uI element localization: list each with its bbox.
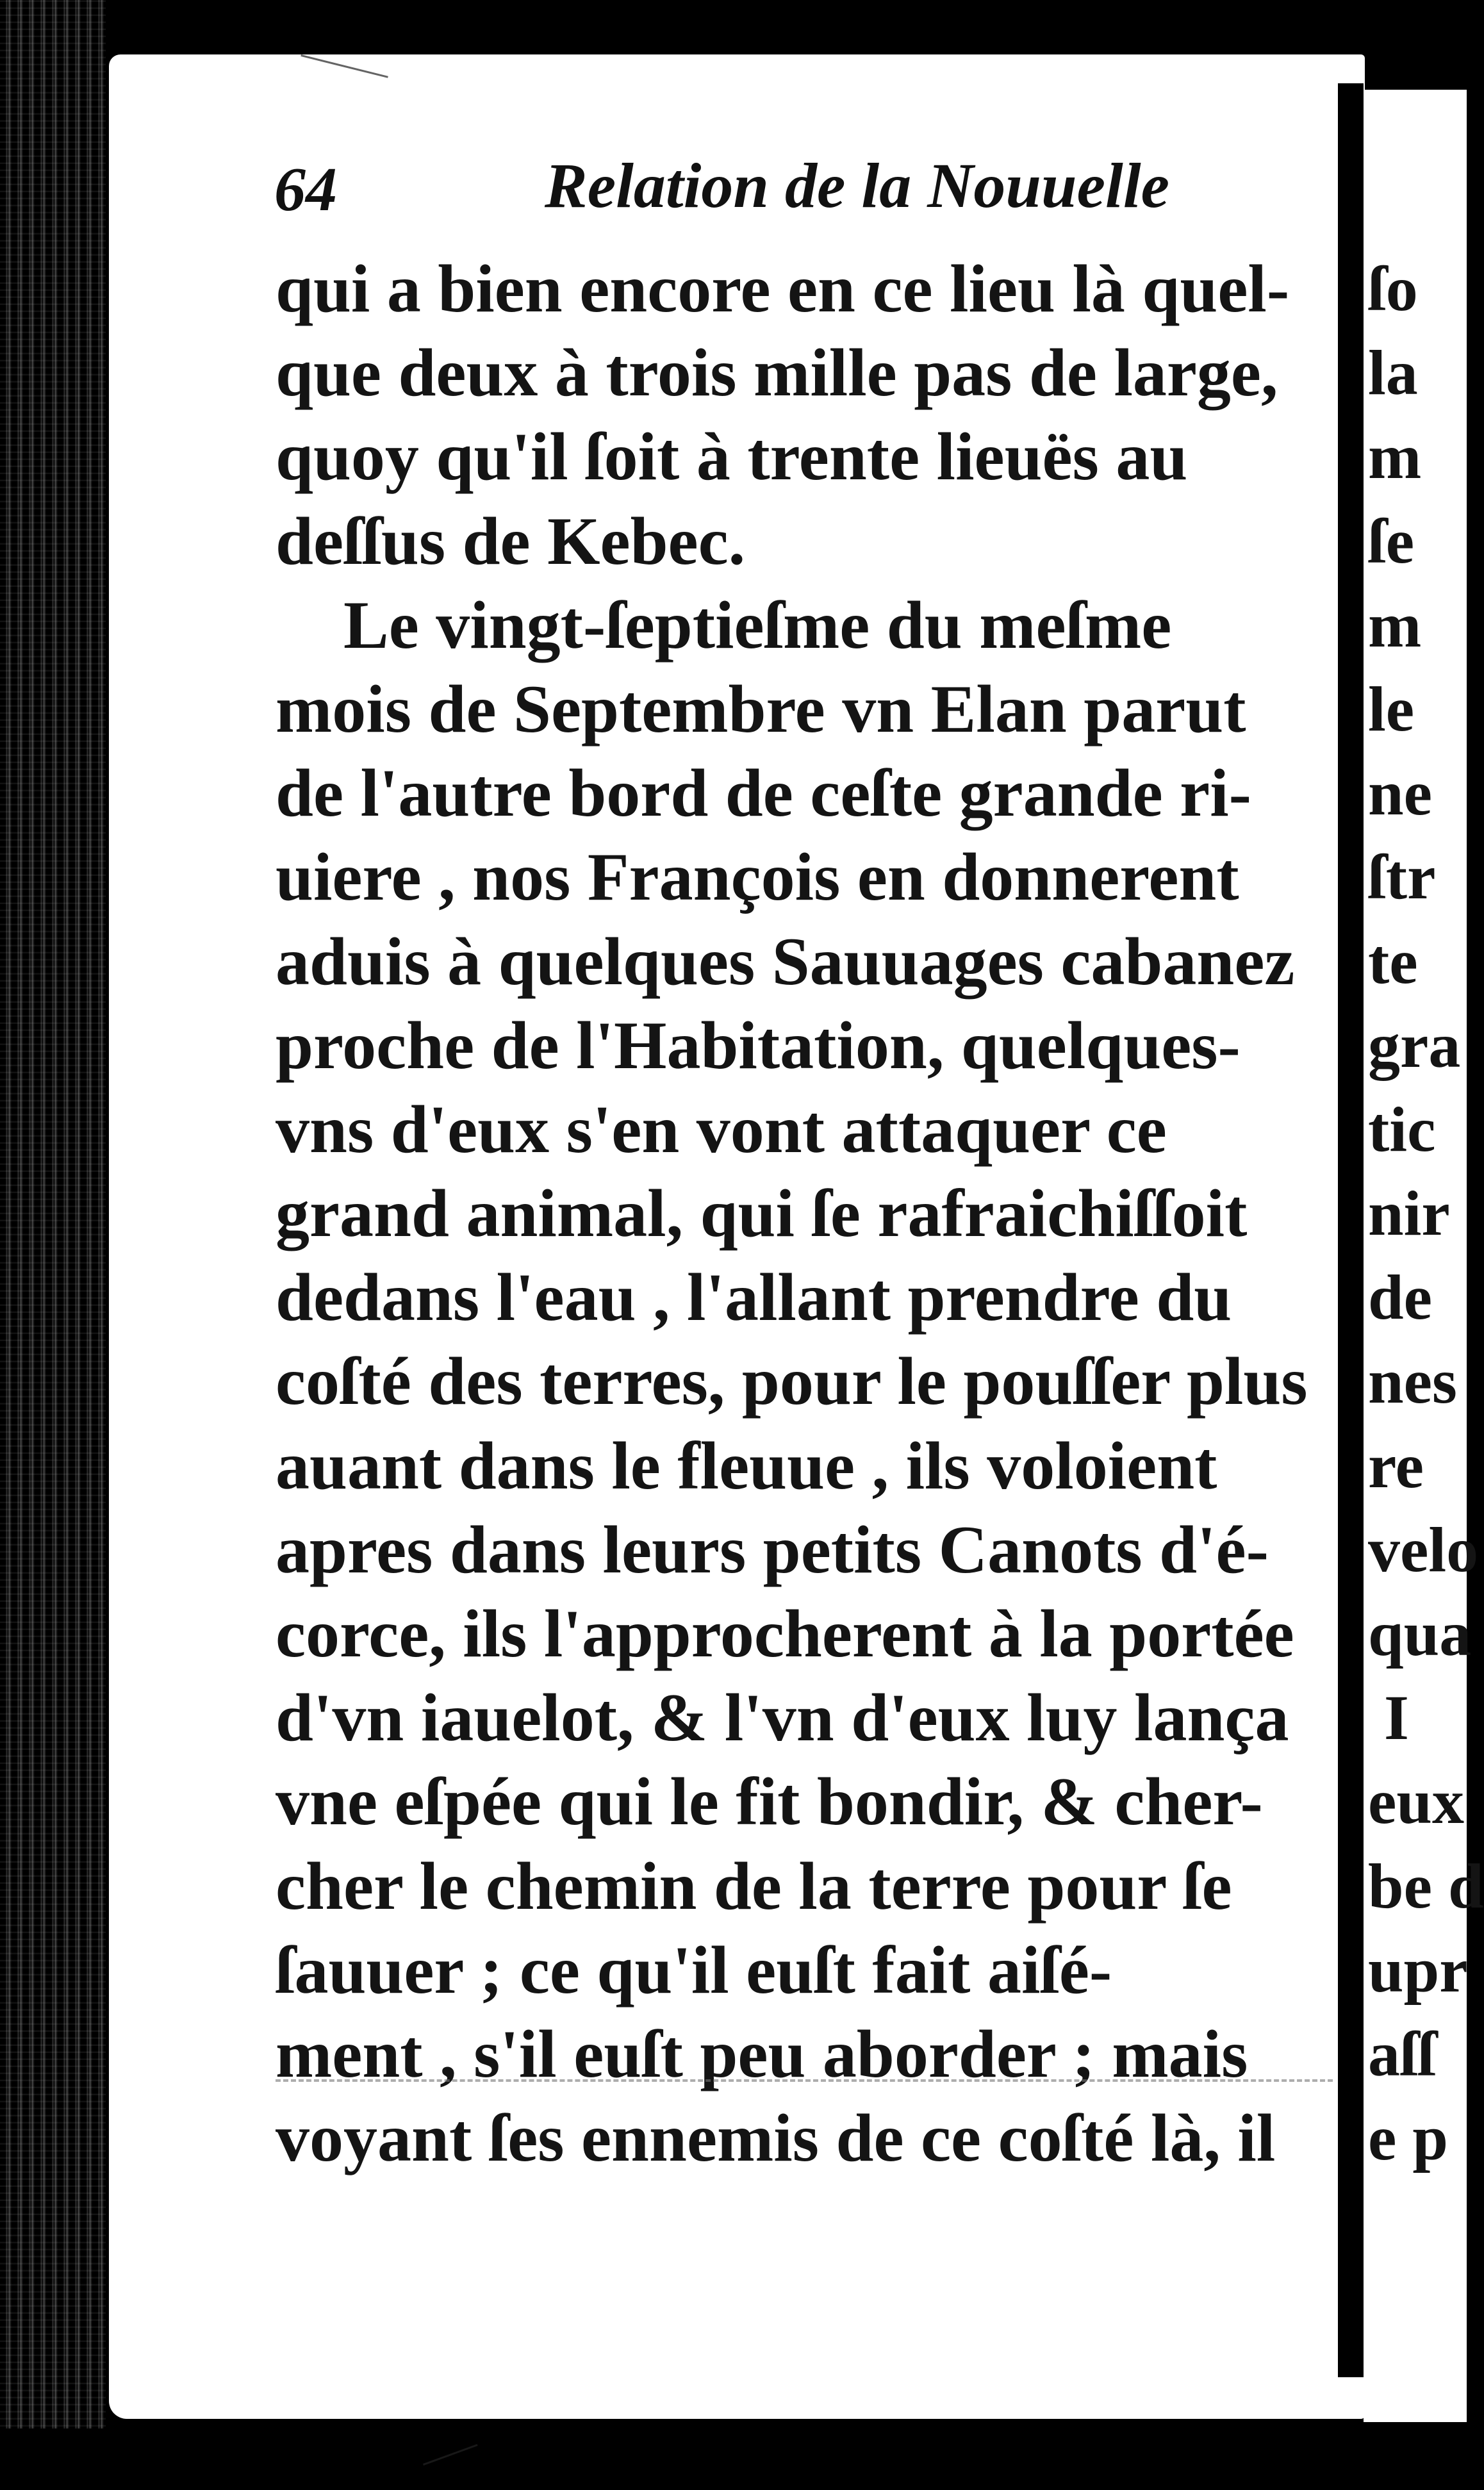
- left-page-text-line: deſſus de Kebec.: [276, 503, 746, 579]
- right-page-text-line: ne: [1368, 757, 1432, 829]
- right-page-text-line: le: [1368, 673, 1415, 745]
- right-page-text-line: ſtr: [1368, 841, 1436, 913]
- right-page-text-line: aſſ: [1368, 2018, 1436, 2090]
- left-page-body-text: [276, 247, 1371, 2180]
- right-page-text-line: m: [1368, 589, 1422, 661]
- right-page-text-line: ſo: [1368, 253, 1418, 324]
- left-page-text-line: de l'autre bord de ceſte grande ri-: [276, 755, 1251, 831]
- book-spine-edge: [0, 0, 106, 2490]
- right-page-text-line: nir: [1368, 1178, 1450, 1249]
- left-page-text-line: vne eſpée qui le fit bondir, & cher-: [276, 1764, 1263, 1840]
- right-page-text-line: te: [1368, 925, 1418, 997]
- left-page-text-line: que deux à trois mille pas de large,: [276, 335, 1278, 411]
- right-page-text-line: m: [1368, 421, 1422, 493]
- right-page-text-line: qua: [1368, 1598, 1472, 1669]
- right-page-text-line: upr: [1368, 1934, 1468, 2006]
- left-page-text-line: coſté des terres, pour le pouſſer plus: [276, 1344, 1308, 1419]
- right-page-text-line: ſe: [1368, 505, 1415, 577]
- left-page-text-line: grand animal, qui ſe rafraichiſſoit: [276, 1176, 1248, 1251]
- right-page-text-line: I: [1368, 1682, 1409, 1754]
- running-head-title: Relation de la Nouuelle: [545, 150, 1169, 221]
- left-page-text-line: Le vingt-ſeptieſme du meſme: [276, 587, 1172, 663]
- right-page-text-line: re: [1368, 1430, 1424, 1501]
- left-page-text-line: vns d'eux s'en vont attaquer ce: [276, 1091, 1167, 1167]
- left-page-text-line: quoy qu'il ſoit à trente lieuës au: [276, 419, 1188, 495]
- right-page-text-line: be d: [1368, 1850, 1484, 1922]
- left-page-text-line: d'vn iauelot, & l'vn d'eux luy lança: [276, 1680, 1289, 1756]
- bottom-dashed-rule: [276, 2079, 1333, 2084]
- left-page-text-line: ment , s'il euſt peu aborder ; mais: [276, 2016, 1248, 2091]
- right-page-text-line: velo: [1368, 1513, 1479, 1585]
- right-page-text-line: gra: [1368, 1009, 1461, 1081]
- page-number: 64: [274, 155, 337, 224]
- left-page-text-line: aduis à quelques Sauuages cabanez: [276, 923, 1295, 999]
- scan-bottom-border: [0, 2428, 1467, 2490]
- left-page-text-line: corce, ils l'approcherent à la portée: [276, 1596, 1294, 1671]
- left-page-text-line: mois de Septembre vn Elan parut: [276, 671, 1246, 746]
- left-page-text-line: cher le chemin de la terre pour ſe: [276, 1848, 1232, 1924]
- left-page-text-line: voyant ſes ennemis de ce coſté là, il: [276, 2100, 1276, 2176]
- left-page-text-line: auant dans le fleuue , ils voloient: [276, 1428, 1217, 1503]
- left-page-text-line: uiere , nos François en donnerent: [276, 839, 1239, 915]
- left-page-text-line: qui a bien encore en ce lieu là quel-: [276, 251, 1290, 326]
- right-page-fragment-text: [1368, 247, 1484, 2180]
- left-page-text-line: dedans l'eau , l'allant prendre du: [276, 1260, 1232, 1335]
- right-page-text-line: de: [1368, 1262, 1432, 1333]
- right-page-text-line: la: [1368, 337, 1418, 409]
- right-page-text-line: tic: [1368, 1093, 1436, 1165]
- right-page-text-line: e p: [1368, 2102, 1448, 2174]
- left-page-text-line: ſauuer ; ce qu'il euſt fait aiſé-: [276, 1932, 1112, 2008]
- right-page-text-line: nes: [1368, 1346, 1457, 1417]
- left-page-text-line: apres dans leurs petits Canots d'é-: [276, 1512, 1269, 1587]
- left-page-text-line: proche de l'Habitation, quelques-: [276, 1007, 1241, 1083]
- right-page-text-line: eux: [1368, 1766, 1464, 1838]
